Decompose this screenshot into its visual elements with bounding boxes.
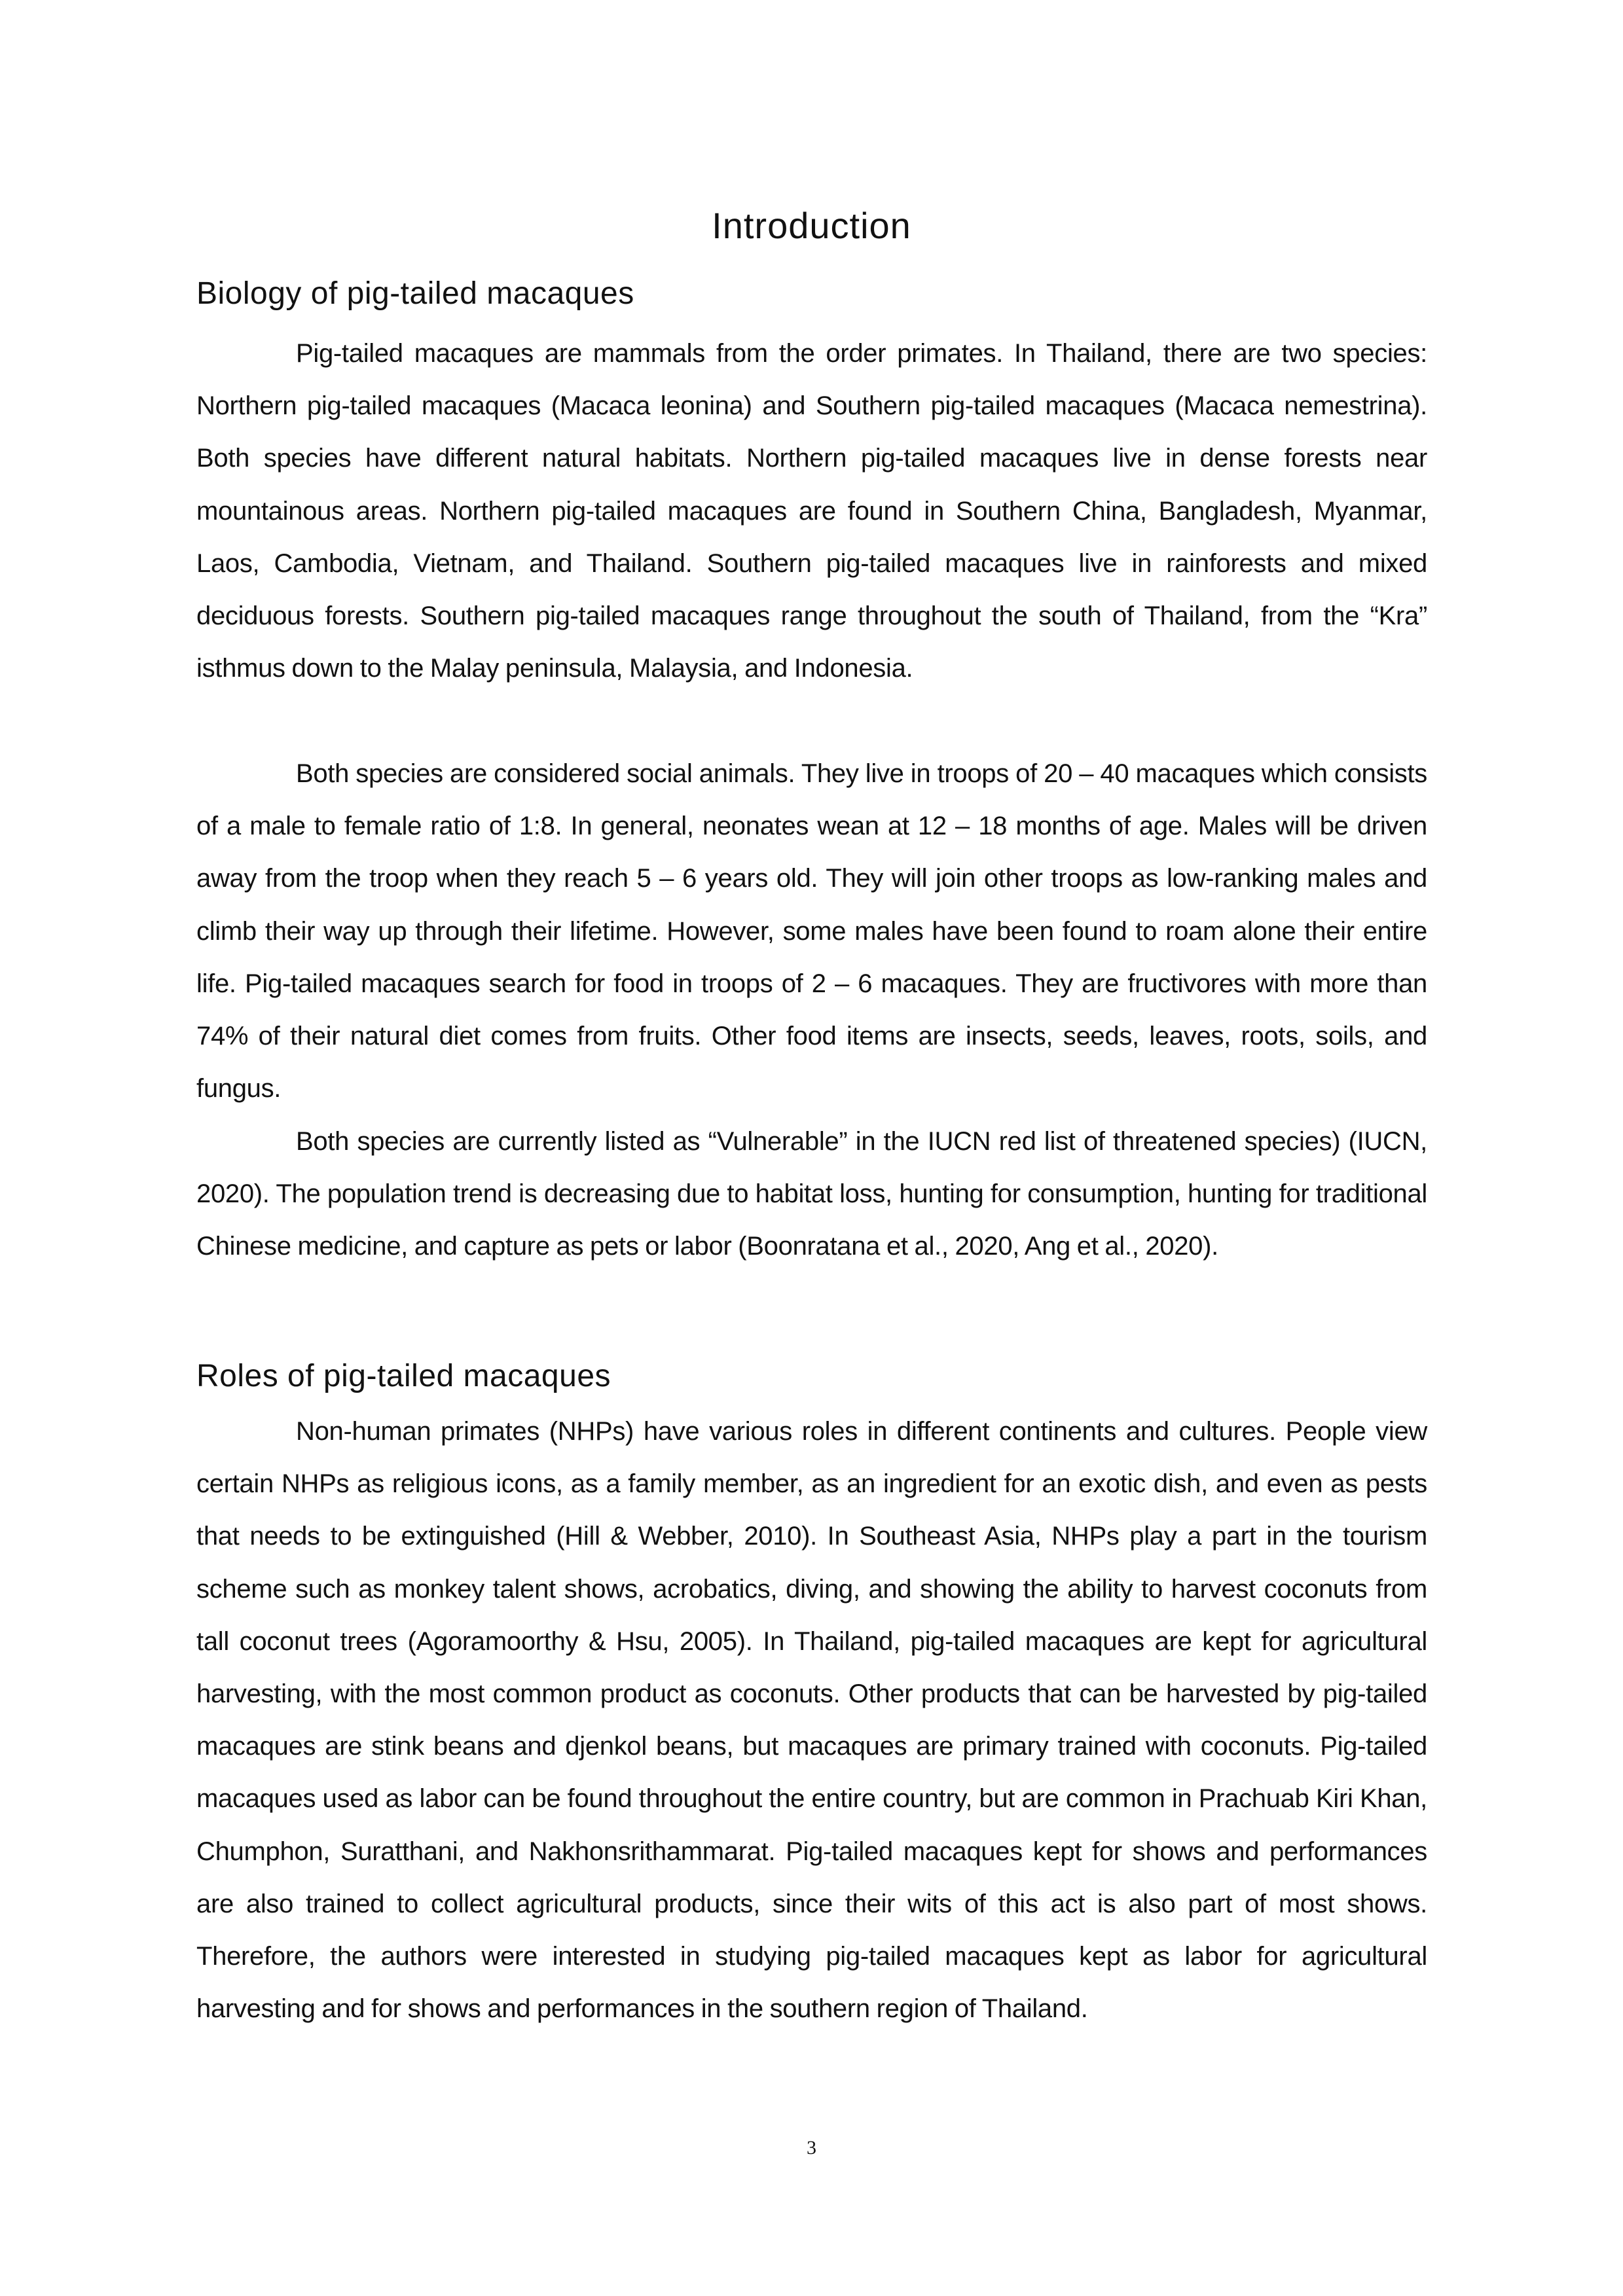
paragraph-biology-habitats: Pig-tailed macaques are mammals from the order primates. In Thailand, there are two species: Northern pig-tailed macaques (Macaca leonina) and Southern pig-tailed macaques (Macaca nemestrina). Both species have different natural habitats. Northern pig-tailed macaques live in dense forests near mountainous areas. Northern pig-tailed macaques are found in Southern China, Bangladesh, Myanmar, Laos, Cambodia, Vietnam, and Thailand. Southern pig-tailed macaques live in rainforests and mixed deciduous forests. Southern pig-tailed macaques range throughout the south of Thailand, from the “Kra” isthmus down to the Malay peninsula, Malaysia, and Indonesia. (196, 339, 1427, 683)
page-number: 3 (807, 2137, 816, 2159)
page-title: Introduction (712, 205, 911, 246)
paragraph-roles: Non-human primates (NHPs) have various roles in different continents and cultures. People view certain NHPs as religious icons, as a family member, as an ingredient for an exotic dish, and even as pests that needs to be extinguished (Hill & Webber, 2010). In Southeast Asia, NHPs play a part in the tourism scheme such as monkey talent shows, acrobatics, diving, and showing the ability to harvest coconuts from tall coconut trees (Agoramoorthy & Hsu, 2005). In Thailand, pig-tailed macaques are kept for agricultural harvesting, with the most common product as coconuts. Other products that can be harvested by pig-tailed macaques are stink beans and djenkol beans, but macaques are primary trained with coconuts. Pig-tailed macaques used as labor can be found throughout the entire country, but are common in Prachuab Kiri Khan, Chumphon, Suratthani, and Nakhonsrithammarat. Pig-tailed macaques kept for shows and performances are also trained to collect agricultural products, since their wits of this act is also part of most shows. Therefore, the authors were interested in studying pig-tailed macaques kept as labor for agricultural harvesting and for shows and performances in the southern region of Thailand. (196, 1417, 1427, 2024)
paragraph-biology-social: Both species are considered social animals. They live in troops of 20 – 40 macaques which consists of a male to female ratio of 1:8. In general, neonates wean at 12 – 18 months of age. Males will be driven away from the troop when they reach 5 – 6 years old. They will join other troops as low-ranking males and climb their way up through their lifetime. However, some males have been found to roam alone their entire life. Pig-tailed macaques search for food in troops of 2 – 6 macaques. They are fructivores with more than 74% of their natural diet comes from fruits. Other food items are insects, seeds, leaves, roots, soils, and fungus. (196, 759, 1427, 1103)
paragraph-biology-conservation: Both species are currently listed as “Vulnerable” in the IUCN red list of threatened species) (IUCN, 2020). The population trend is decreasing due to habitat loss, hunting for consumption, hunting for traditional Chinese medicine, and capture as pets or labor (Boonratana et al., 2020, Ang et al., 2020). (196, 1127, 1427, 1261)
section-heading-biology: Biology of pig-tailed macaques (196, 276, 634, 311)
section-heading-roles: Roles of pig-tailed macaques (196, 1359, 611, 1393)
